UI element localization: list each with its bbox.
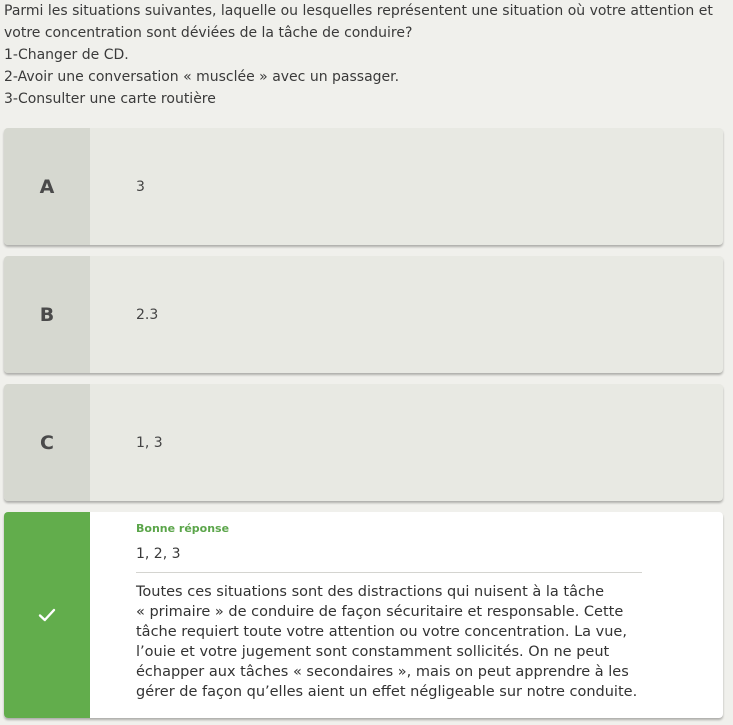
question-text xyxy=(4,0,729,110)
option-letter: C xyxy=(4,384,90,501)
question-line: votre concentration sont déviées de la tâche de conduire? xyxy=(4,25,413,41)
option-text: 1, 3 xyxy=(136,434,163,451)
answer-option-a[interactable] xyxy=(4,128,723,245)
question-line: 2-Avoir une conversation « musclée » avec un passager. xyxy=(4,69,400,85)
explanation-line: l’ouie et votre jugement sont constamment sollicités. On ne peut xyxy=(136,644,610,660)
explanation-line: tâche requiert toute votre attention ou votre concentration. La vue, xyxy=(136,624,627,640)
explanation-line: gérer de façon qu’elles aient un effet négligeable sur notre conduite. xyxy=(136,684,638,700)
divider xyxy=(136,572,642,573)
correct-label: Bonne réponse xyxy=(136,522,230,535)
explanation-text xyxy=(136,582,648,702)
answer-option-b[interactable] xyxy=(4,256,723,373)
option-letter: B xyxy=(4,256,90,373)
option-text: 2.3 xyxy=(136,306,159,323)
question-line: 1-Changer de CD. xyxy=(4,47,129,63)
option-text: 3 xyxy=(136,178,145,195)
correct-indicator xyxy=(4,512,90,718)
explanation-line: « primaire » de conduire de façon sécuritaire et responsable. Cette xyxy=(136,604,624,620)
question-line: 3-Consulter une carte routière xyxy=(4,91,216,107)
check-icon xyxy=(38,608,56,622)
explanation-line: Toutes ces situations sont des distractions qui nuisent à la tâche xyxy=(136,584,605,600)
correct-answer-text: 1, 2, 3 xyxy=(136,546,181,562)
question-line: Parmi les situations suivantes, laquelle ou lesquelles représentent une situation où votre attention et xyxy=(4,3,713,19)
explanation-line: échapper aux tâches « secondaires », mais on peut apprendre à les xyxy=(136,664,629,680)
correct-answer-card xyxy=(4,512,723,718)
option-letter: A xyxy=(4,128,90,245)
answer-option-c[interactable] xyxy=(4,384,723,501)
